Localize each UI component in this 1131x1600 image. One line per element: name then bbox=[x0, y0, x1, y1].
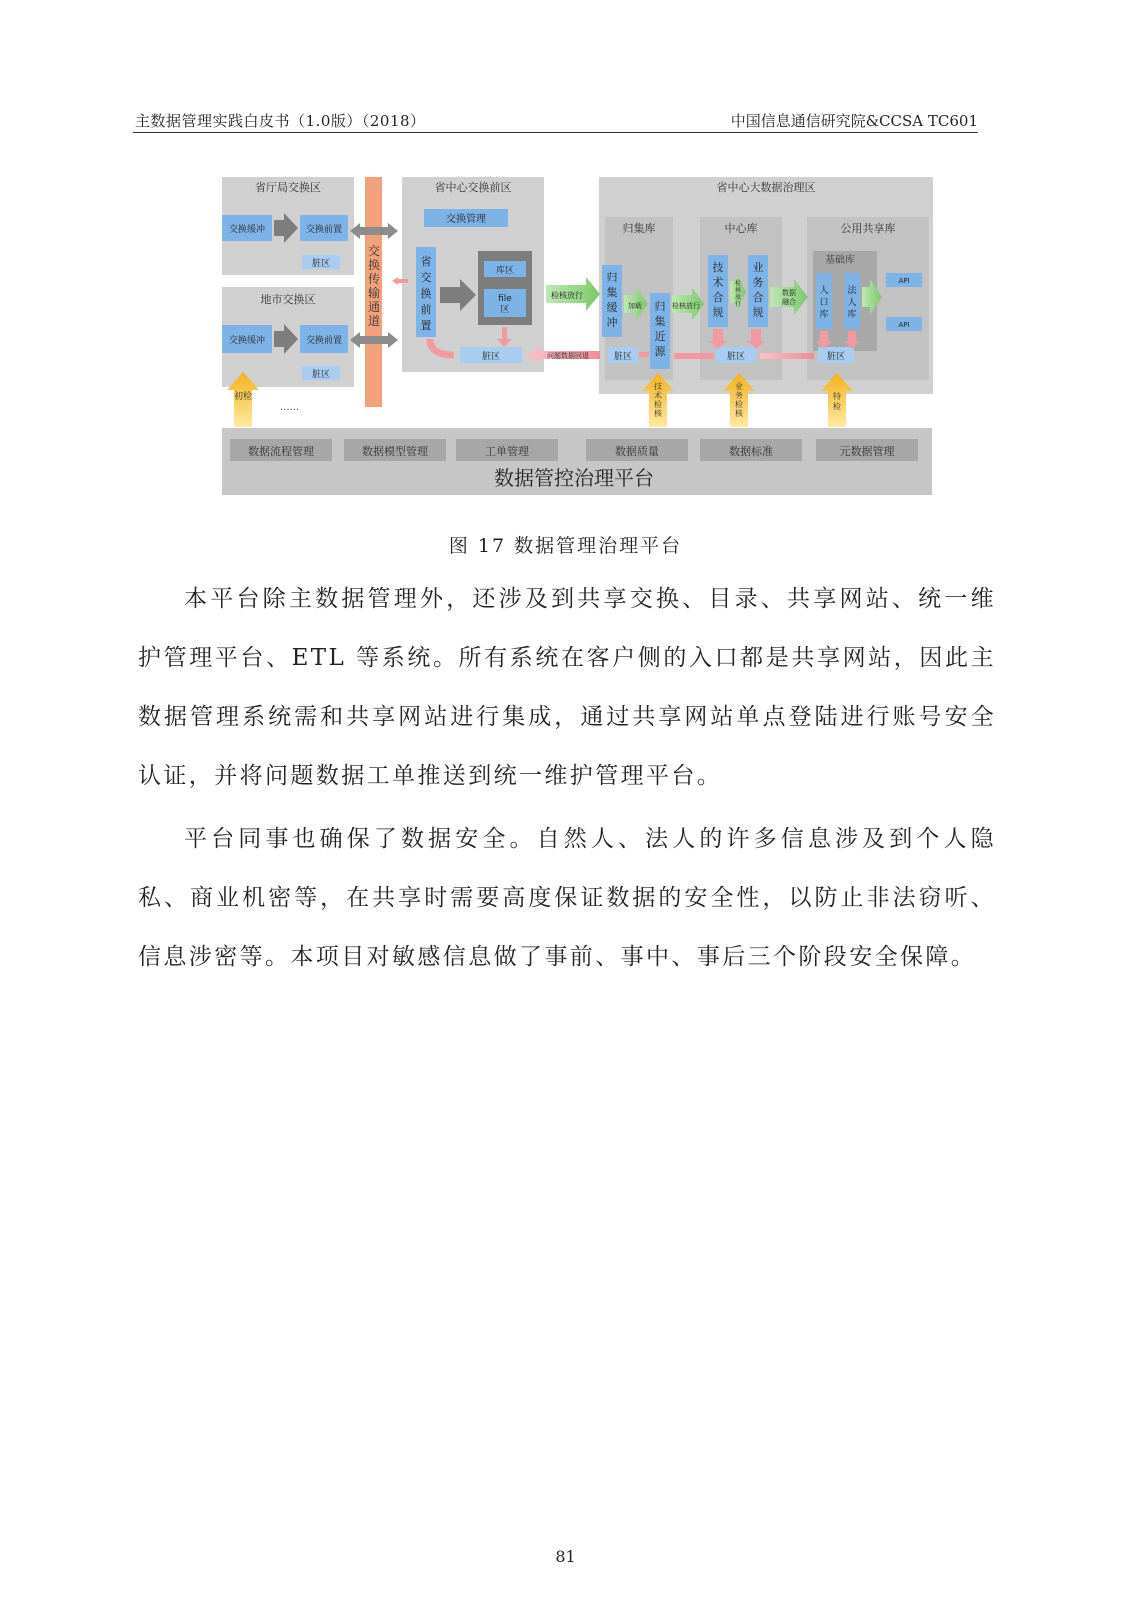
exchange-mgmt-box: 交换管理 bbox=[446, 214, 486, 225]
collect-dirty-area: 脏区 bbox=[613, 352, 633, 362]
db-area-box: 库区 bbox=[495, 266, 515, 276]
platform-module-4: 数据质量 bbox=[615, 445, 659, 458]
paragraph-1-text: 本平台除主数据管理外，还涉及到共享交换、目录、共享网站、统一维护管理平台、ETL 等系统。所有系统在客户侧的入口都是共享网站，因此主数据管理系统需和共享网站进行集成，通过共享网站单点登陆进行账号安全认证，并将问题数据工单推送到统一维护管理平台。 bbox=[138, 586, 996, 789]
tech-check-label: 技术检核 bbox=[654, 382, 662, 418]
center-front-zone-title: 省中心交换前区 bbox=[434, 181, 512, 194]
exchange-channel-label: 交换传输通道 bbox=[367, 244, 381, 328]
tech-compliance-box: 技术合规 bbox=[712, 261, 724, 319]
paragraph-2-text: 平台同事也确保了数据安全。自然人、法人的许多信息涉及到个人隐私、商业机密等，在共享时需要高度保证数据的安全性，以防止非法窃听、信息涉密等。本项目对敏感信息做了事前、事中、事后三个阶段安全保障。 bbox=[138, 826, 996, 970]
legal-person-db-box: 法人库 bbox=[847, 286, 857, 320]
check-release-label-2: 检核放行 bbox=[672, 302, 700, 310]
dirty-return-arrow-province bbox=[392, 277, 398, 285]
city-ellipsis: ...... bbox=[280, 402, 300, 413]
platform-title: 数据管控治理平台 bbox=[494, 466, 654, 490]
province-exchange-front-box: 省交换前置 bbox=[420, 255, 432, 332]
api-box-2: API bbox=[898, 321, 910, 329]
special-check-label: 特检 bbox=[833, 392, 841, 411]
initial-check-text: 初检 bbox=[233, 392, 253, 402]
city-exchange-buffer: 交换缓冲 bbox=[228, 336, 266, 346]
center-library-title: 中心库 bbox=[724, 222, 758, 235]
shared-library-title: 公用共享库 bbox=[840, 222, 896, 235]
body-paragraph-1 bbox=[138, 570, 996, 806]
city-dirty-area: 脏区 bbox=[311, 370, 331, 380]
platform-module-3: 工单管理 bbox=[485, 445, 529, 458]
initial-check-label bbox=[234, 390, 252, 402]
base-library-title: 基础库 bbox=[825, 255, 855, 266]
api-box-1: API bbox=[898, 277, 910, 285]
shared-dirty-area: 脏区 bbox=[826, 352, 846, 362]
bigdata-zone-title: 省中心大数据治理区 bbox=[716, 181, 816, 194]
collect-library-title: 归集库 bbox=[622, 222, 656, 235]
collect-buffer-box: 归集缓冲 bbox=[606, 271, 618, 329]
platform-module-6: 元数据管理 bbox=[839, 445, 895, 458]
check-release-label-3: 检核放行 bbox=[734, 280, 742, 308]
center-dirty-area: 脏区 bbox=[726, 352, 746, 362]
biz-check-label: 业务检核 bbox=[735, 382, 743, 418]
load-label: 加载 bbox=[628, 302, 642, 310]
city-exchange-front: 交换前置 bbox=[305, 336, 343, 346]
province-exchange-front: 交换前置 bbox=[305, 225, 343, 235]
header-title: 主数据管理实践白皮书（1.0版）（2018） bbox=[135, 112, 426, 130]
collect-source-box: 归集近源 bbox=[654, 300, 666, 358]
header-organization: 中国信息通信研究院&CCSA TC601 bbox=[730, 112, 978, 130]
data-governance-platform-diagram bbox=[222, 177, 952, 507]
biz-compliance-box: 业务合规 bbox=[752, 261, 764, 319]
data-fusion-label: 数据融合 bbox=[782, 289, 796, 306]
header-rule bbox=[133, 132, 978, 133]
population-db-box: 人口库 bbox=[819, 286, 829, 320]
city-zone-title: 地市交换区 bbox=[260, 293, 316, 306]
platform-module-5: 数据标准 bbox=[729, 445, 773, 458]
file-area-box: file 区 bbox=[498, 294, 512, 315]
check-release-label: 检核放行 bbox=[551, 291, 583, 300]
center-front-dirty-area: 脏区 bbox=[481, 352, 501, 362]
body-paragraph-2 bbox=[138, 810, 996, 987]
page-number: 81 bbox=[555, 1547, 576, 1566]
platform-module-2: 数据模型管理 bbox=[362, 445, 428, 458]
province-office-zone-title: 省厅局交换区 bbox=[255, 181, 321, 194]
figure-caption: 图 17 数据管理治理平台 bbox=[448, 535, 683, 557]
problem-return-label: 问题数据回退 bbox=[547, 352, 589, 360]
province-dirty-area: 脏区 bbox=[311, 259, 331, 269]
platform-module-1: 数据流程管理 bbox=[248, 445, 314, 458]
province-exchange-buffer: 交换缓冲 bbox=[228, 225, 266, 235]
